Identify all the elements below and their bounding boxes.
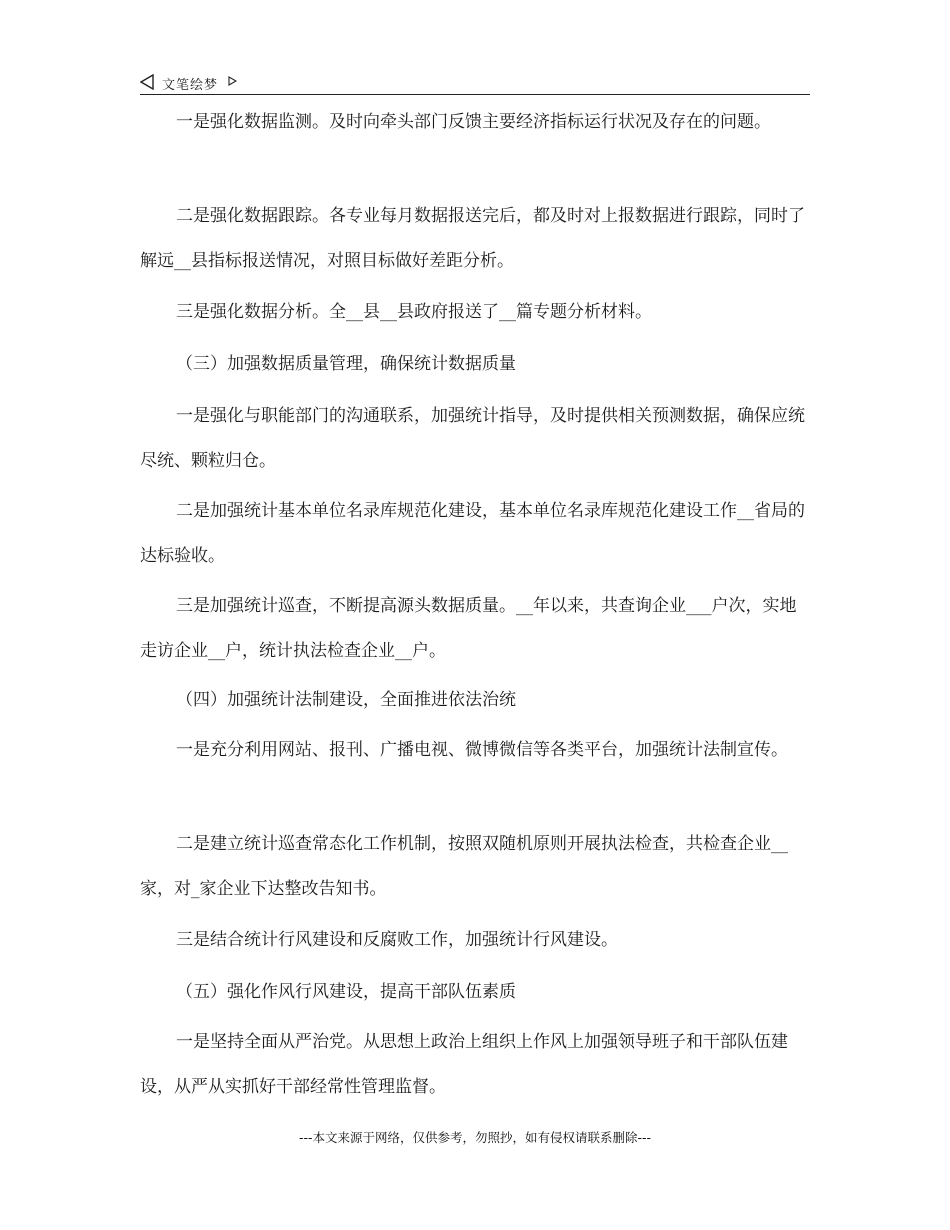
section-heading: （三）加强数据质量管理，确保统计数据质量 bbox=[176, 354, 516, 374]
paragraph: 二是建立统计巡查常态化工作机制，按照双随机原则开展执法检查，共检查企业__家，对_家企业下达整改告知书。 bbox=[140, 834, 788, 899]
paragraph: 二是强化数据跟踪。各专业每月数据报送完后，都及时对上报数据进行跟踪，同时了解远__县指标报送情况，对照目标做好差距分析。 bbox=[140, 206, 805, 271]
footer-notice: ---本文来源于网络，仅供参考，勿照抄，如有侵权请联系删除--- bbox=[298, 1130, 652, 1145]
paragraph: 二是加强统计基本单位名录库规范化建设，基本单位名录库规范化建设工作__省局的达标验收。 bbox=[140, 501, 805, 566]
paragraph: 三是结合统计行风建设和反腐败工作，加强统计行风建设。 bbox=[176, 930, 618, 950]
page-header bbox=[140, 72, 810, 95]
section-heading: （五）强化作风行风建设，提高干部队伍素质 bbox=[176, 982, 516, 1002]
header-brand: 文笔绘梦 bbox=[162, 78, 219, 93]
section-heading: （四）加强统计法制建设，全面推进依法治统 bbox=[176, 690, 516, 710]
paragraph: 三是加强统计巡查，不断提高源头数据质量。__年以来，共查询企业___户次，实地走访企业__户，统计执法检查企业__户。 bbox=[140, 596, 797, 661]
paragraph: 一是强化数据监测。及时向牵头部门反馈主要经济指标运行状况及存在的问题。 bbox=[176, 112, 771, 132]
triangle-right-icon bbox=[228, 76, 237, 86]
paragraph: 一是强化与职能部门的沟通联系，加强统计指导，及时提供相关预测数据，确保应统尽统、颗粒归仓。 bbox=[140, 406, 805, 471]
paragraph: 一是充分利用网站、报刊、广播电视、微博微信等各类平台，加强统计法制宣传。 bbox=[176, 740, 788, 760]
paragraph: 一是坚持全面从严治党。从思想上政治上组织上作风上加强领导班子和干部队伍建设，从严从实抓好干部经常性管理监督。 bbox=[140, 1032, 788, 1097]
triangle-left-icon bbox=[140, 74, 154, 90]
paragraph: 三是强化数据分析。全__县__县政府报送了__篇专题分析材料。 bbox=[176, 302, 652, 322]
